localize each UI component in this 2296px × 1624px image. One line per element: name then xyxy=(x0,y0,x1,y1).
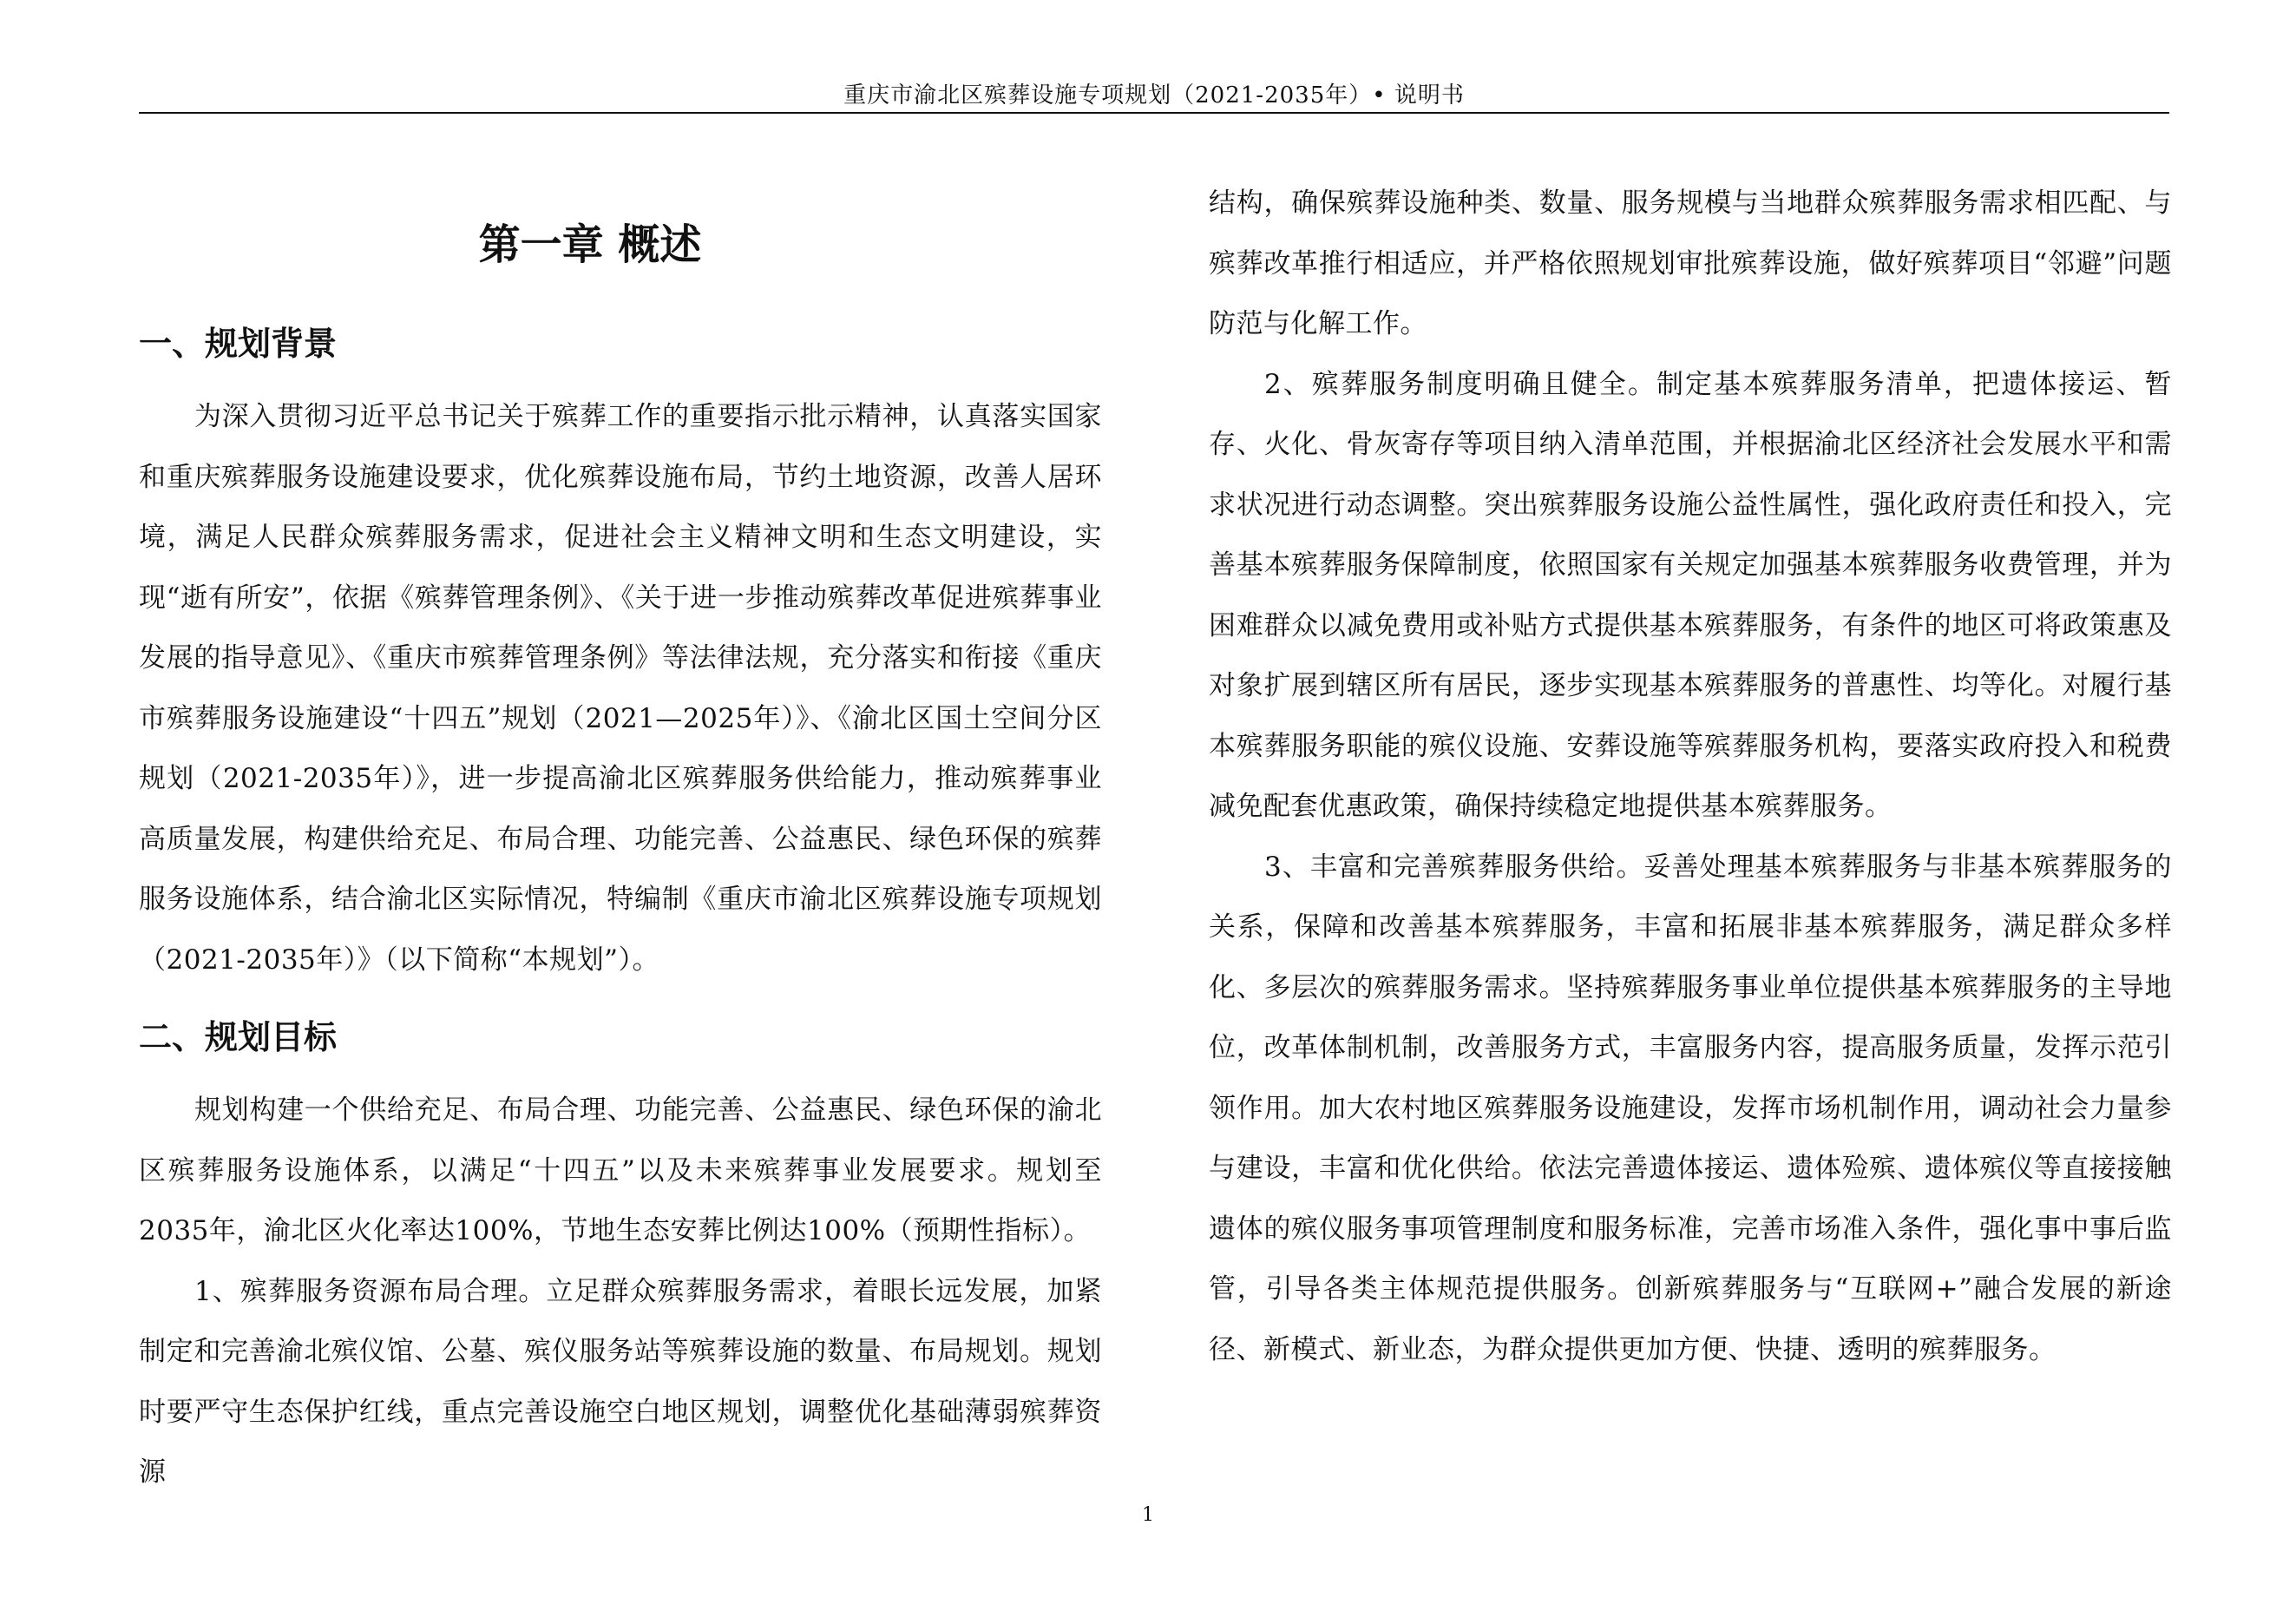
page-number: 1 xyxy=(1142,1504,1154,1526)
goal-item-2-paragraph: 2、殡葬服务制度明确且健全。制定基本殡葬服务清单，把遗体接运、暂存、火化、骨灰寄存等项目纳入清单范围，并根据渝北区经济社会发展水平和需求状况进行动态调整。突出殡葬服务设施公益性属性，强化政府责任和投入，完善基本殡葬服务保障制度，依照国家有关规定加强基本殡葬服务收费管理，并为困难群众以减免费用或补贴方式提供基本殡葬服务，有条件的地区可将政策惠及对象扩展到辖区所有居民，逐步实现基本殡葬服务的普惠性、均等化。对履行基本殡葬服务职能的殡仪设施、安葬设施等殡葬服务机构，要落实政府投入和税费减免配套优惠政策，确保持续稳定地提供基本殡葬服务。 xyxy=(1209,368,2172,822)
goals-intro-paragraph: 规划构建一个供给充足、布局合理、功能完善、公益惠民、绿色环保的渝北区殡葬服务设施体系，以满足“十四五”以及未来殡葬事业发展要求。规划至2035年，渝北区火化率达100%，节地生态安葬比例达100%（预期性指标）。 xyxy=(139,1095,1102,1246)
right-column xyxy=(1209,174,2172,1380)
running-header: 重庆市渝北区殡葬设施专项规划（2021-2035年）• 说明书 xyxy=(843,82,1465,108)
background-paragraph: 为深入贯彻习近平总书记关于殡葬工作的重要指示批示精神，认真落实国家和重庆殡葬服务设施建设要求，优化殡葬设施布局，节约土地资源，改善人居环境，满足人民群众殡葬服务需求，促进社会主义精神文明和生态文明建设，实现“逝有所安”，依据《殡葬管理条例》、《关于进一步推动殡葬改革促进殡葬事业发展的指导意见》、《重庆市殡葬管理条例》等法律法规，充分落实和衔接《重庆市殡葬服务设施建设“十四五”规划（2021—2025年）》、《渝北区国土空间分区规划（2021-2035年）》，进一步提高渝北区殡葬服务供给能力，推动殡葬事业高质量发展，构建供给充足、布局合理、功能完善、公益惠民、绿色环保的殡葬服务设施体系，结合渝北区实际情况，特编制《重庆市渝北区殡葬设施专项规划（2021-2035年）》（以下简称“本规划”）。 xyxy=(139,401,1102,976)
section-heading-background: 一、规划背景 xyxy=(139,325,338,363)
chapter-title: 第一章 概述 xyxy=(478,220,702,269)
goal-item-3-paragraph: 3、丰富和完善殡葬服务供给。妥善处理基本殡葬服务与非基本殡葬服务的关系，保障和改善基本殡葬服务，丰富和拓展非基本殡葬服务，满足群众多样化、多层次的殡葬服务需求。坚持殡葬服务事业单位提供基本殡葬服务的主导地位，改革体制机制，改善服务方式，丰富服务内容，提高服务质量，发挥示范引领作用。加大农村地区殡葬服务设施建设，发挥市场机制作用，调动社会力量参与建设，丰富和优化供给。依法完善遗体接运、遗体殓殡、遗体殡仪等直接接触遗体的殡仪服务事项管理制度和服务标准，完善市场准入条件，强化事中事后监管，引导各类主体规范提供服务。创新殡葬服务与“互联网+”融合发展的新途径、新模式、新业态，为群众提供更加方便、快捷、透明的殡葬服务。 xyxy=(1209,851,2172,1365)
left-column xyxy=(139,174,1102,1503)
header-rule xyxy=(139,112,2169,114)
goal-item-1-paragraph: 1、殡葬服务资源布局合理。立足群众殡葬服务需求，着眼长远发展，加紧制定和完善渝北殡仪馆、公墓、殡仪服务站等殡葬设施的数量、布局规划。规划时要严守生态保护红线，重点完善设施空白地区规划，调整优化基础薄弱殡葬资源 xyxy=(139,1275,1102,1488)
section-heading-goals: 二、规划目标 xyxy=(139,1018,338,1056)
goal-item-1-continued-paragraph: 结构，确保殡葬设施种类、数量、服务规模与当地群众殡葬服务需求相匹配、与殡葬改革推行相适应，并严格依照规划审批殡葬设施，做好殡葬项目“邻避”问题防范与化解工作。 xyxy=(1209,187,2172,339)
